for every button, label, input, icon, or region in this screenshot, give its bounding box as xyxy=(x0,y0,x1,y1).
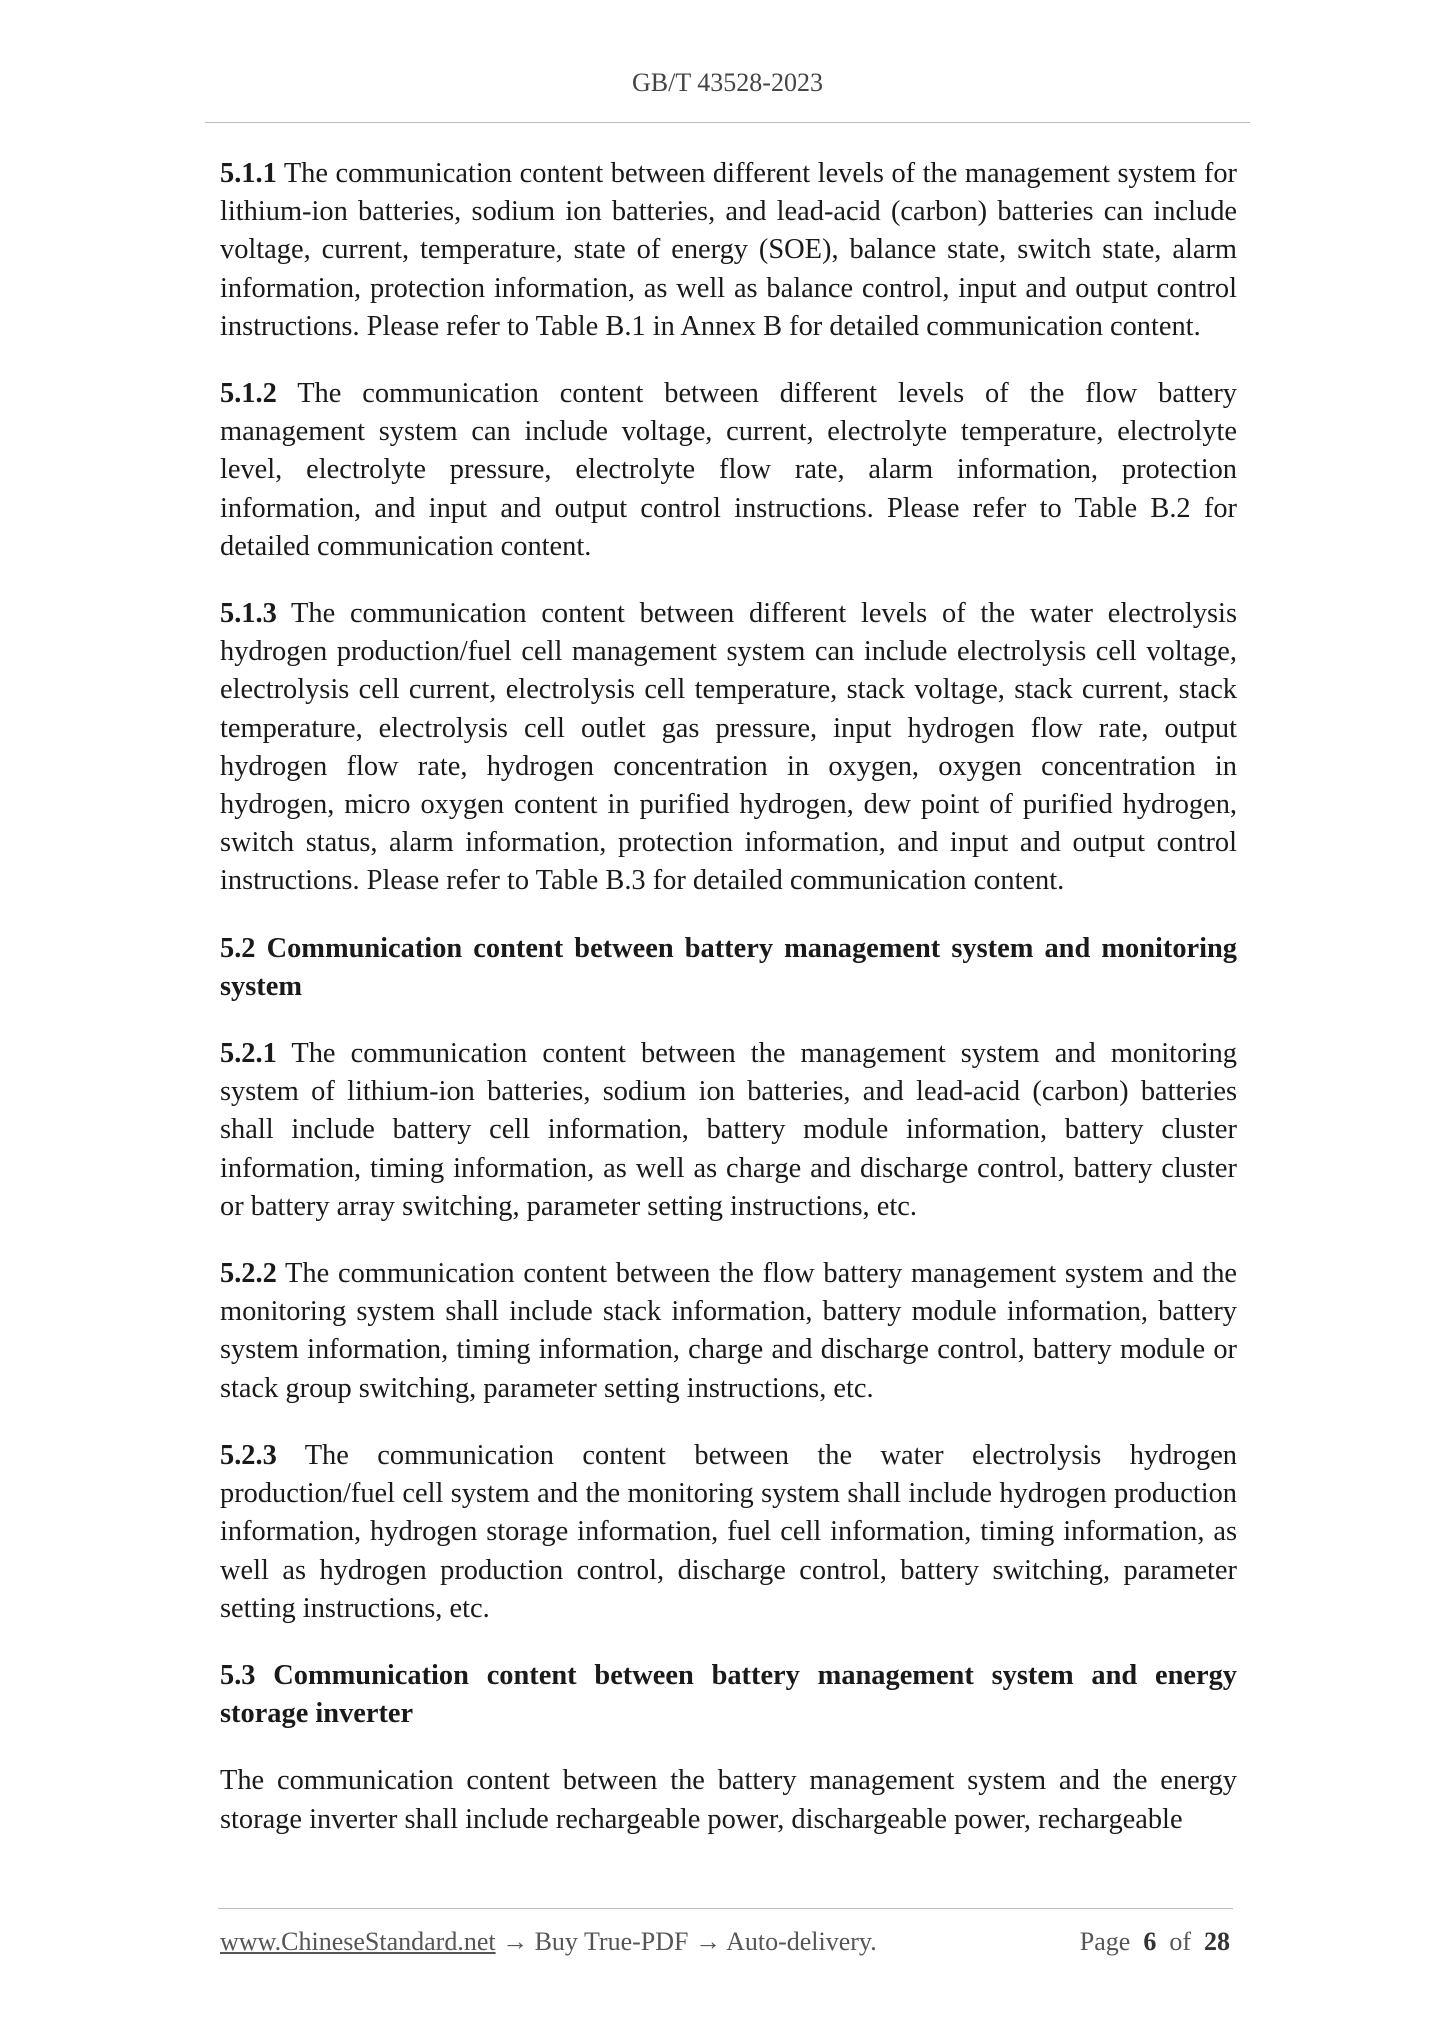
page-header-title: GB/T 43528-2023 xyxy=(632,68,823,97)
arrow-right-icon: → xyxy=(695,1927,721,1956)
clause-5-2-3 xyxy=(220,1437,1237,1628)
clause-number: 5.1.1 xyxy=(220,158,277,189)
clause-number: 5.2.3 xyxy=(220,1439,277,1471)
clause-5-2-2 xyxy=(220,1255,1237,1408)
footer-divider xyxy=(218,1908,1233,1909)
clause-text: The communication content between different levels of the management system for lithium-ion batteries, sodium ion batteries, and lead-acid (carbon) batteries can include voltage, current, temperature, state of energy (SOE), balance state, switch state, alarm information, protection information, as well as balance control, input and output control instructions. Please refer to Table B.1 in Annex B for detailed communication content. xyxy=(220,158,1237,342)
buy-text: Buy True-PDF xyxy=(528,1927,695,1956)
page-indicator xyxy=(1080,1927,1230,1957)
document-body xyxy=(220,155,1237,1868)
clause-5-1-1 xyxy=(220,155,1237,346)
arrow-right-icon: → xyxy=(502,1927,529,1956)
clause-number: 5.2.2 xyxy=(220,1258,277,1290)
clause-5-1-2 xyxy=(220,375,1237,566)
delivery-text: Auto-delivery. xyxy=(721,1927,877,1956)
clause-5-2-1 xyxy=(220,1035,1237,1226)
page-of: of xyxy=(1169,1927,1191,1956)
site-link[interactable]: www.ChineseStandard.net xyxy=(220,1927,496,1956)
page-label: Page xyxy=(1079,1927,1131,1956)
section-heading-5-2: 5.2 Communication content between battery management system and monitoring system xyxy=(220,932,1237,1002)
clause-5-1-3 xyxy=(220,595,1237,901)
clause-text: The communication content between the flow battery management system and the monitoring system shall include stack information, battery module information, battery system information, timing information, charge and discharge control, battery module or stack group switching, parameter setting instructions, etc. xyxy=(220,1258,1237,1404)
clause-number: 5.2.1 xyxy=(220,1038,277,1070)
clause-number: 5.1.3 xyxy=(220,598,277,630)
clause-text: The communication content between different levels of the flow battery management system can include voltage, current, electrolyte temperature, electrolyte level, electrolyte pressure, electrolyte flow rate, alarm information, protection information, and input and output control instructions. Please refer to Table B.2 for detailed communication content. xyxy=(220,378,1237,562)
page-current: 6 xyxy=(1143,1927,1157,1956)
clause-number: 5.1.2 xyxy=(220,378,277,410)
page-total: 28 xyxy=(1204,1927,1230,1956)
footer-promo xyxy=(220,1927,877,1957)
section-heading-5-3: 5.3 Communication content between battery management system and energy storage inverter xyxy=(220,1659,1237,1730)
clause-text: The communication content between the water electrolysis hydrogen production/fuel cell system and the monitoring system shall include hydrogen production information, hydrogen storage information, fuel cell information, timing information, as well as hydrogen production control, discharge control, battery switching, parameter setting instructions, etc. xyxy=(220,1439,1237,1624)
header-divider xyxy=(205,122,1250,123)
clause-text: The communication content between the management system and monitoring system of lithium-ion batteries, sodium ion batteries, and lead-acid (carbon) batteries shall include battery cell information, battery module information, battery cluster information, timing information, as well as charge and discharge control, battery cluster or battery array switching, parameter setting instructions, etc. xyxy=(220,1038,1237,1222)
clause-text: The communication content between different levels of the water electrolysis hydrogen production/fuel cell management system can include electrolysis cell voltage, electrolysis cell current, electrolysis cell temperature, stack voltage, stack current, stack temperature, electrolysis cell outlet gas pressure, input hydrogen flow rate, output hydrogen flow rate, hydrogen concentration in oxygen, oxygen concentration in hydrogen, micro oxygen content in purified hydrogen, dew point of purified hydrogen, switch status, alarm information, protection information, and input and output control instructions. Please refer to Table B.3 for detailed communication content. xyxy=(220,598,1237,897)
section-5-3-paragraph: The communication content between the battery management system and the energy storage inverter shall include rechargeable power, dischargeable power, rechargeable xyxy=(220,1765,1237,1835)
